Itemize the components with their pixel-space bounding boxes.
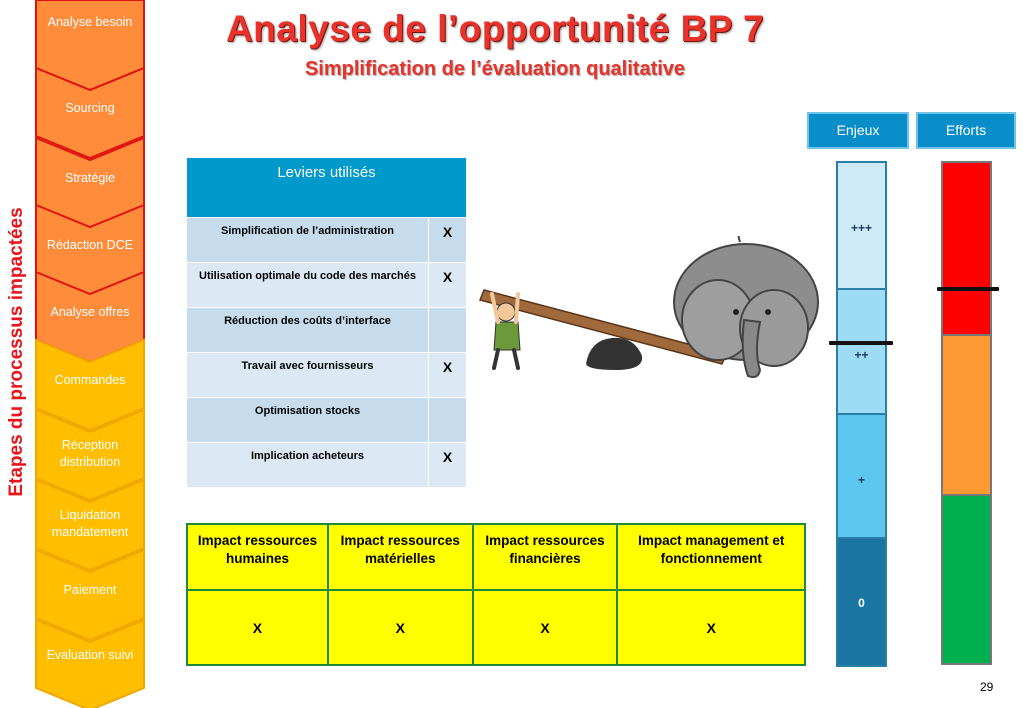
table-row [187,398,467,443]
enjeux-level: 0 [838,539,885,665]
process-step-label: Evaluation suivi [46,648,134,662]
enjeux-level: ++ [838,290,885,413]
rock-icon [586,338,642,370]
levers-header: Leviers utilisés [187,158,467,218]
process-step-label: Commandes [54,373,126,387]
lever-label: Simplification de l’administration [187,218,429,263]
process-step-label: Stratégie [64,171,116,185]
enjeux-header: Enjeux [807,112,909,149]
lever-mark: X [429,443,467,488]
efforts-marker [937,287,999,291]
table-row [187,263,467,308]
process-step-label: Analyse offres [50,305,130,319]
enjeux-scale [836,161,887,667]
table-row [187,218,467,263]
table-row [187,308,467,353]
process-step-label: Réception distribution [59,438,121,469]
impact-header: Impact ressources matérielles [328,524,473,590]
enjeux-level: +++ [838,163,885,288]
process-step-label: Analyse besoin [47,15,133,29]
page-title: Analyse de l’opportunité BP 7 [225,8,765,49]
enjeux-marker [829,341,893,345]
lever-label: Optimisation stocks [187,398,429,443]
impact-value: X [187,590,328,665]
efforts-scale [941,161,992,665]
process-step-label: Paiement [63,583,117,597]
impact-value: X [617,590,805,665]
impact-value: X [473,590,618,665]
enjeux-level: + [838,415,885,537]
lever-mark: X [429,218,467,263]
process-step-label: Rédaction DCE [46,238,134,252]
levers-table [186,157,467,488]
impact-header: Impact management et fonctionnement [617,524,805,590]
efforts-zone [943,336,990,494]
lever-mark: X [429,353,467,398]
table-row [187,353,467,398]
impact-table [186,523,806,666]
lever-label: Utilisation optimale du code des marchés [187,263,429,308]
lever-mark [429,308,467,353]
page-number: 29 [980,680,994,694]
process-step [34,620,146,708]
table-row [187,443,467,488]
process-step-label: Sourcing [65,101,115,115]
efforts-zone [943,496,990,663]
seesaw-illustration [478,236,820,384]
side-title: Etapes du processus impactées [6,207,27,497]
lever-label: Travail avec fournisseurs [187,353,429,398]
impact-header: Impact ressources financières [473,524,618,590]
lever-mark: X [429,263,467,308]
efforts-header: Efforts [916,112,1016,149]
lever-label: Implication acheteurs [187,443,429,488]
small-man-icon [492,294,520,368]
process-chevrons [34,0,146,708]
lever-label: Réduction des coûts d’interface [187,308,429,353]
impact-header: Impact ressources humaines [187,524,328,590]
impact-value: X [328,590,473,665]
page-subtitle: Simplification de l’évaluation qualitative [304,58,686,80]
efforts-zone [943,163,990,334]
process-step-label: Liquidation mandatement [51,508,129,539]
lever-mark [429,398,467,443]
